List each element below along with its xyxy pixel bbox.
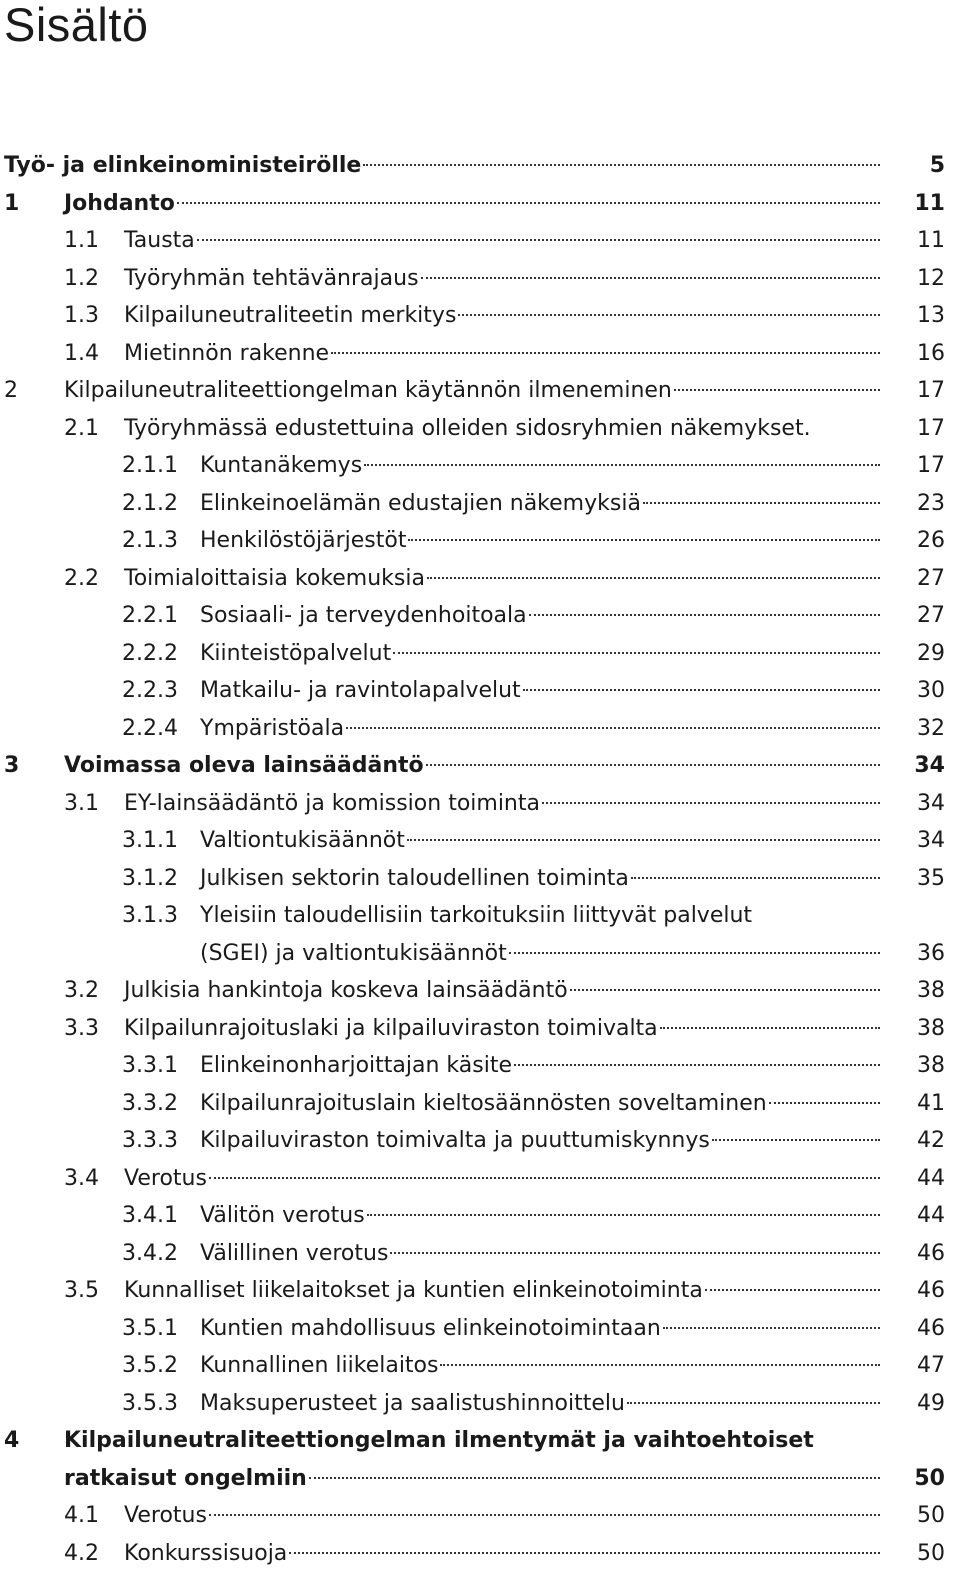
toc-entry-page-number: 44 [917,1203,945,1228]
toc-entry-number: 3.2 [64,978,99,1003]
toc-entry[interactable] [0,372,960,410]
page-title: Sisältö [4,0,149,51]
toc-entry-page-number: 38 [917,1053,945,1078]
dot-leader [542,802,880,804]
toc-entry-page-number: 34 [914,753,945,778]
toc-entry-title: Elinkeinoelämän edustajien näkemyksiä [200,490,641,516]
toc-entry-number: 3.4.1 [122,1203,178,1228]
toc-entry-title: Kilpailunrajoituslaki ja kilpailuviraston toimivalta [124,1015,658,1041]
toc-entry[interactable] [0,1422,960,1460]
toc-entry-number: 2.1.3 [122,528,178,553]
dot-leader [197,239,880,241]
toc-entry-title: Julkisia hankintoja koskeva lainsäädäntö [124,978,568,1003]
toc-entry[interactable] [0,485,960,523]
toc-entry-page-number: 36 [917,940,945,966]
toc-entry-title: Työryhmän tehtävänrajaus [124,265,419,291]
toc-entry[interactable] [0,560,960,598]
toc-entry-page-number: 34 [917,790,945,816]
toc-entry[interactable] [0,522,960,560]
toc-entry-page-number: 17 [917,453,945,478]
toc-entry-page-number: 23 [917,490,945,516]
dot-leader [346,727,880,729]
toc-entry-number: 4 [4,1428,20,1453]
dot-leader [674,389,880,391]
toc-entry-title: Sosiaali- ja terveydenhoitoala [200,603,527,628]
toc-entry[interactable] [0,785,960,823]
toc-entry-number: 3.4 [64,1165,99,1191]
dot-leader [289,1552,880,1554]
toc-entry-title: Kilpailuneutraliteettiongelman ilmentymät ja vaihtoehtoiset [64,1428,814,1453]
dot-leader [523,689,880,691]
toc-entry-page-number: 47 [917,1353,945,1378]
toc-entry[interactable] [0,1085,960,1123]
dot-leader [643,502,880,504]
toc-entry-title: Johdanto [64,190,175,216]
toc-entry-page-number: 29 [917,640,945,666]
dot-leader [627,1402,880,1404]
toc-entry[interactable] [0,1385,960,1423]
toc-entry-number: 2 [4,378,18,403]
toc-entry[interactable] [0,1310,960,1348]
toc-entry-number: 1.3 [64,303,99,328]
toc-entry-title: Toimialoittaisia kokemuksia [124,565,425,591]
toc-entry-number: 3 [4,753,20,778]
toc-entry-number: 3.1.3 [122,903,178,928]
toc-entry-number: 4.1 [64,1503,99,1528]
toc-entry-page-number: 16 [917,340,945,366]
toc-entry-title: Yleisiin taloudellisiin tarkoituksiin liittyvät palvelut [200,903,753,928]
toc-entry-page-number: 34 [917,828,945,853]
toc-entry-page-number: 49 [917,1390,945,1416]
toc-entry-title: Kilpailuneutraliteettiongelman käytännön ilmeneminen [64,378,672,403]
toc-entry[interactable] [0,1235,960,1273]
toc-entry-title: Kilpailunrajoituslain kieltosäännösten soveltaminen [200,1090,767,1116]
toc-entry-title: Ympäristöala [200,715,345,741]
toc-entry-title: Työ- ja elinkeinoministeirölle [4,153,362,178]
toc-entry-page-number: 46 [917,1315,945,1341]
toc-entry[interactable] [0,1160,960,1198]
toc-entry-number: 2.1.2 [122,490,178,516]
toc-entry-title: Konkurssisuoja [124,1540,288,1566]
toc-entry-title: Kilpailuneutraliteetin merkitys [124,303,457,328]
dot-leader [631,877,880,879]
toc-entry-number: 3.5.3 [122,1390,178,1416]
toc-entry-page-number: 27 [917,603,945,628]
toc-entry[interactable] [0,710,960,748]
toc-entry[interactable] [0,222,960,260]
toc-entry-page-number: 30 [917,678,945,703]
dot-leader [363,164,880,166]
toc-entry[interactable] [0,410,960,448]
toc-entry[interactable] [0,1535,960,1573]
toc-entry-page-number: 46 [917,1240,945,1266]
toc-entry[interactable] [0,1047,960,1085]
toc-entry-page-number: 38 [917,978,945,1003]
dot-leader [769,1102,880,1104]
toc-entry[interactable] [0,260,960,298]
toc-entry[interactable] [0,147,960,185]
toc-entry-title: Julkisen sektorin taloudellinen toiminta [200,865,629,891]
toc-entry-page-number: 11 [917,228,945,253]
toc-entry-page-number: 50 [917,1540,945,1566]
dot-leader [509,952,880,954]
dot-leader [712,1139,880,1141]
toc-entry-number: 3.4.2 [122,1240,178,1266]
toc-entry-title: Valtiontukisäännöt [200,828,405,853]
toc-entry-title: (SGEI) ja valtiontukisäännöt [200,940,507,966]
toc-entry-page-number: 27 [917,565,945,591]
toc-entry-number: 1 [4,190,20,216]
toc-entry-title: Verotus [124,1165,207,1191]
toc-entry-page-number: 26 [917,528,945,553]
toc-entry[interactable] [0,672,960,710]
toc-entry-title: Matkailu- ja ravintolapalvelut [200,678,521,703]
toc-entry[interactable] [0,297,960,335]
toc-entry-number: 3.3.2 [122,1090,178,1116]
toc-entry-number: 2.1 [64,415,99,441]
toc-entry-page-number: 13 [917,303,945,328]
dot-leader [408,539,880,541]
toc-entry-number: 2.2 [64,565,99,591]
toc-entry-page-number: 44 [917,1165,945,1191]
toc-entry[interactable] [0,1197,960,1235]
toc-entry-title: Kunnallinen liikelaitos [200,1353,439,1378]
dot-leader [177,202,880,204]
toc-entry-title: Mietinnön rakenne [124,340,330,366]
toc-entry[interactable] [0,972,960,1010]
dot-leader [209,1514,880,1516]
toc-entry-number: 1.4 [64,340,99,366]
toc-entry-title: Kuntanäkemys [200,453,363,478]
dot-leader [705,1289,880,1291]
dot-leader [407,839,880,841]
toc-entry-title: Kilpailuviraston toimivalta ja puuttumiskynnys [200,1128,710,1153]
dot-leader [364,464,880,466]
dot-leader [421,277,880,279]
toc-entry-number: 2.2.4 [122,715,178,741]
toc-entry-title: ratkaisut ongelmiin [64,1465,307,1491]
toc-entry-number: 3.1 [64,790,99,816]
dot-leader [426,764,880,766]
toc-entry-number: 3.5.1 [122,1315,178,1341]
toc-entry-page-number: 50 [917,1503,945,1528]
toc-entry-title: Tausta [124,228,195,253]
toc-entry[interactable] [0,860,960,898]
dot-leader [331,352,880,354]
toc-entry-page-number: 12 [917,265,945,291]
dot-leader [393,652,880,654]
toc-entry[interactable] [0,897,960,935]
toc-entry-title: Elinkeinonharjoittajan käsite [200,1053,513,1078]
toc-entry-number: 1.2 [64,265,99,291]
toc-entry-title: Voimassa oleva lainsäädäntö [64,753,424,778]
toc-entry-page-number: 11 [914,190,945,216]
toc-entry-number: 3.1.1 [122,828,178,853]
toc-entry-title: Henkilöstöjärjestöt [200,528,407,553]
toc-entry-page-number: 35 [917,865,945,891]
toc-entry-title: Kiinteistöpalvelut [200,640,392,666]
toc-entry-number: 3.1.2 [122,865,178,891]
toc-entry-page-number: 32 [917,715,945,741]
dot-leader [427,577,880,579]
toc-entry-page-number: 46 [917,1278,945,1303]
dot-leader [209,1177,880,1179]
toc-entry-page-number: 42 [917,1128,945,1153]
toc-entry-page-number: 50 [914,1465,945,1491]
toc-entry[interactable] [0,935,960,973]
toc-entry-title: Kuntien mahdollisuus elinkeinotoimintaan [200,1315,661,1341]
toc-entry-number: 3.3 [64,1015,99,1041]
dot-leader [309,1477,880,1479]
toc-entry-title: Maksuperusteet ja saalistushinnoittelu [200,1390,625,1416]
toc-entry-title: EY-lainsäädäntö ja komission toiminta [124,790,540,816]
dot-leader [367,1214,880,1216]
toc-entry[interactable] [0,635,960,673]
toc-entry[interactable] [0,747,960,785]
toc-entry-title: Välillinen verotus [200,1240,389,1266]
toc-entry[interactable] [0,447,960,485]
toc-entry-page-number: 17 [917,415,945,441]
toc-entry-title: Välitön verotus [200,1203,365,1228]
toc-entry[interactable] [0,1460,960,1498]
toc-entry[interactable] [0,1010,960,1048]
dot-leader [529,614,880,616]
toc-entry[interactable] [0,597,960,635]
toc-entry-number: 2.1.1 [122,453,178,478]
toc-entry[interactable] [0,1347,960,1385]
dot-leader [660,1027,880,1029]
toc-entry-page-number: 41 [917,1090,945,1116]
toc-entry-title: Työryhmässä edustettuina olleiden sidosryhmien näkemykset. [124,415,811,441]
toc-entry-page-number: 38 [917,1015,945,1041]
toc-entry[interactable] [0,1497,960,1535]
toc-entry-number: 3.5.2 [122,1353,178,1378]
toc-entry-number: 2.2.1 [122,603,178,628]
toc-entry-page-number: 17 [917,378,945,403]
toc-entry-page-number: 5 [929,153,945,178]
dot-leader [440,1364,880,1366]
toc-entry-number: 2.2.3 [122,678,178,703]
toc-entry[interactable] [0,335,960,373]
dot-leader [458,314,880,316]
toc-entry[interactable] [0,822,960,860]
toc-entry-number: 3.3.1 [122,1053,178,1078]
toc-entry[interactable] [0,185,960,223]
toc-entry[interactable] [0,1122,960,1160]
toc-entry-number: 2.2.2 [122,640,178,666]
toc-entry-number: 4.2 [64,1540,99,1566]
toc-entry-number: 1.1 [64,228,99,253]
dot-leader [514,1064,880,1066]
toc-entry-number: 3.5 [64,1278,99,1303]
toc-entry-title: Kunnalliset liikelaitokset ja kuntien elinkeinotoiminta [124,1278,703,1303]
dot-leader [570,989,880,991]
dot-leader [390,1252,880,1254]
toc-entry[interactable] [0,1272,960,1310]
dot-leader [663,1327,880,1329]
toc-entry-title: Verotus [124,1503,207,1528]
toc-entry-number: 3.3.3 [122,1128,178,1153]
